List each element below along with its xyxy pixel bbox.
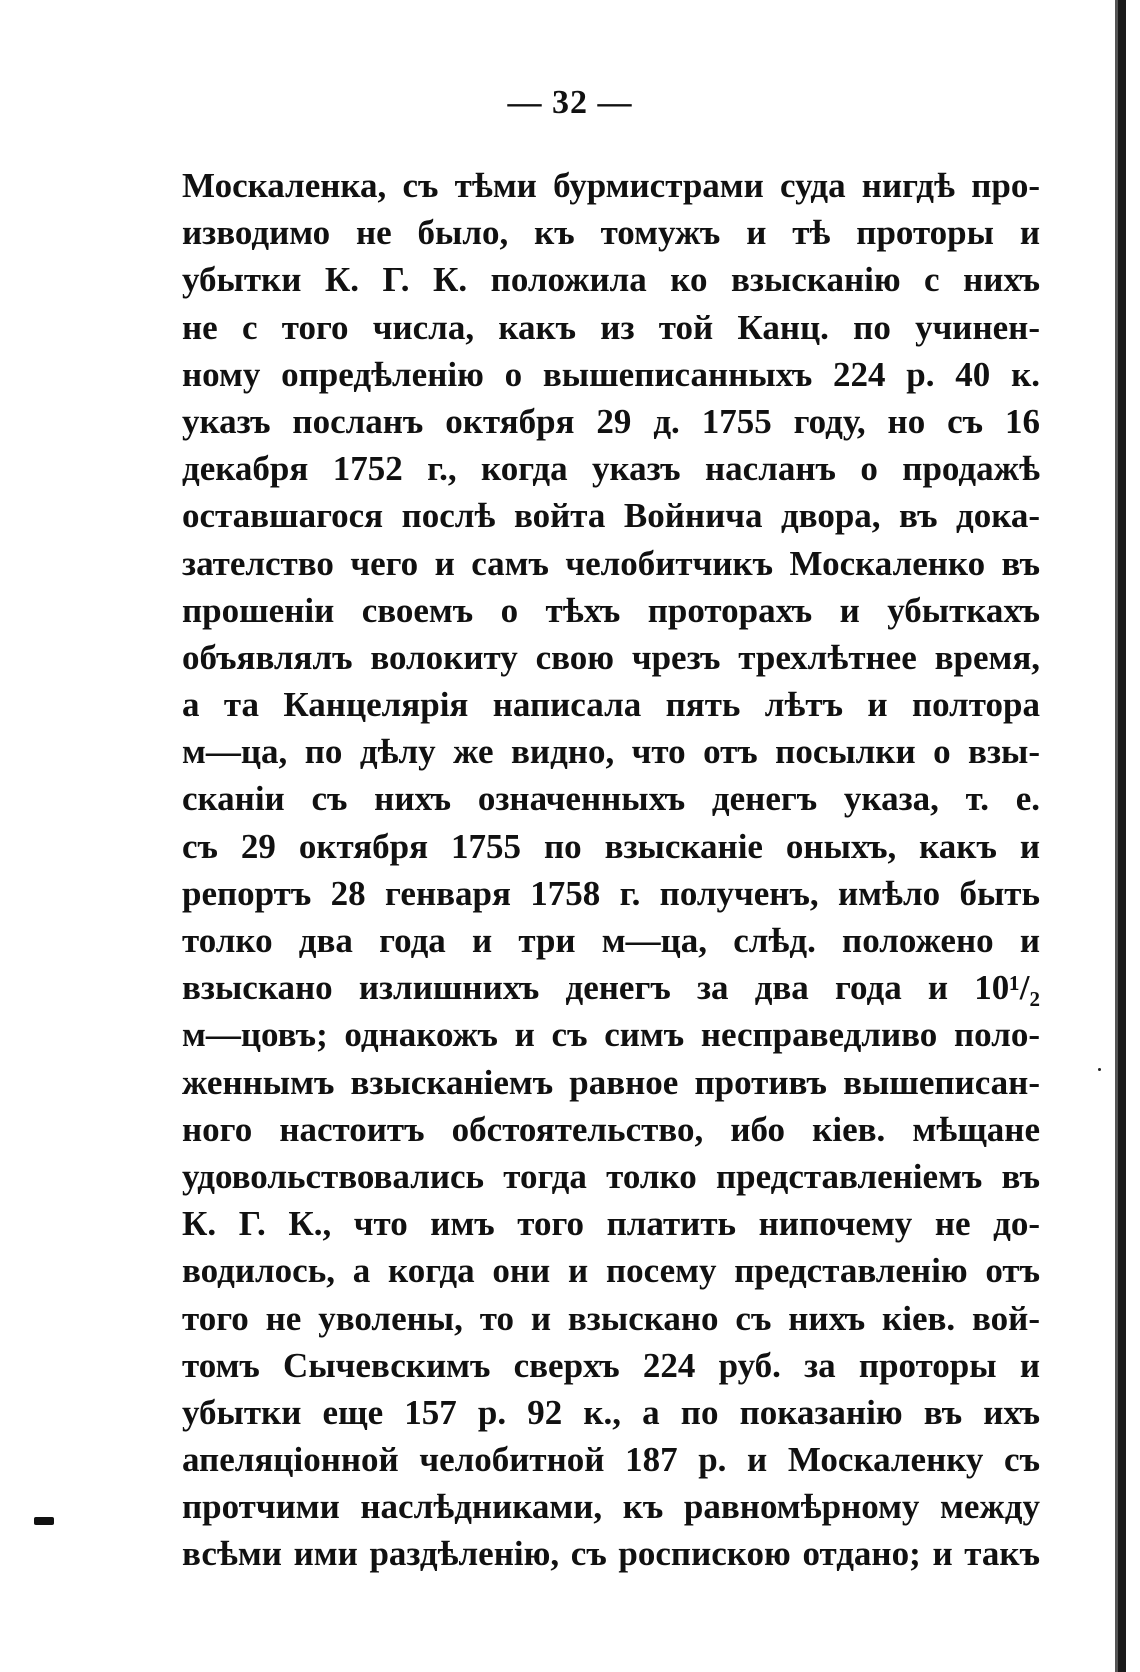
text-line: сканіи съ нихъ означенныхъ денегъ указа, т. е. xyxy=(182,779,1040,819)
text-line: репортъ 28 генваря 1758 г. полученъ, имѣло быть xyxy=(182,873,1040,913)
page-number: — 32 — xyxy=(507,84,633,121)
text-line: всѣми ими раздѣленію, съ роспискою отдано; и такъ xyxy=(182,1534,1040,1574)
text-line: м—цовъ; однакожъ и съ симъ несправедливо поло- xyxy=(182,1015,1040,1055)
text-line: женнымъ взысканіемъ равное противъ вышеписан- xyxy=(182,1062,1040,1102)
text-line: толко два года и три м—ца, слѣд. положено и xyxy=(182,921,1040,960)
text-line: протчими наслѣдниками, къ равномѣрному между xyxy=(182,1487,1040,1527)
text-line: м—ца, по дѣлу же видно, что отъ посылки о взы- xyxy=(182,732,1040,772)
text-line: ному опредѣленію о вышеписанныхъ 224 р. 40 к. xyxy=(182,354,1040,394)
text-line: изводимо не было, къ томужъ и тѣ проторы и xyxy=(182,213,1040,253)
text-line: не с того числа, какъ из той Канц. по учинен- xyxy=(182,307,1040,347)
text-line: апеляціонной челобитной 187 р. и Москаленку съ xyxy=(182,1440,1040,1480)
text-line: декабря 1752 г., когда указъ насланъ о продажѣ xyxy=(182,449,1040,489)
body-text xyxy=(182,162,1040,1578)
text-line: оставшагося послѣ войта Войнича двора, въ дока- xyxy=(182,496,1040,536)
text-line: съ 29 октября 1755 по взысканіе оныхъ, какъ и xyxy=(182,826,1040,866)
page-edge-rule xyxy=(1118,0,1126,1672)
text-line: а та Канцелярія написала пять лѣтъ и полтора xyxy=(182,685,1040,725)
text-line: водилось, а когда они и посему представленію отъ xyxy=(182,1251,1040,1291)
text-line: прошеніи своемъ о тѣхъ проторахъ и убыткахъ xyxy=(182,590,1040,630)
text-line: того не уволены, то и взыскано съ нихъ кіев. вой- xyxy=(182,1298,1040,1338)
margin-mark xyxy=(34,1517,54,1525)
text-line: взыскано излишнихъ денегъ за два года и 10¹/₂ xyxy=(182,968,1040,1008)
text-line: Москаленка, съ тѣми бурмистрами суда нигдѣ про- xyxy=(182,166,1040,205)
text-line: указъ посланъ октября 29 д. 1755 году, но съ 16 xyxy=(182,401,1040,441)
text-line: К. Г. К., что имъ того платить нипочему не до- xyxy=(182,1204,1040,1244)
text-line: зателство чего и самъ челобитчикъ Москаленко въ xyxy=(182,543,1040,583)
text-line: объявлялъ волокиту свою чрезъ трехлѣтнее время, xyxy=(182,637,1040,677)
text-line: ного настоитъ обстоятельство, ибо кіев. мѣщане xyxy=(182,1109,1040,1149)
print-speck xyxy=(1098,1068,1101,1071)
text-line: убытки еще 157 р. 92 к., а по показанію въ ихъ xyxy=(182,1392,1040,1432)
text-line: томъ Сычевскимъ сверхъ 224 руб. за проторы и xyxy=(182,1345,1040,1385)
text-line: убытки К. Г. К. положила ко взысканію с нихъ xyxy=(182,260,1040,300)
text-line: удовольствовались тогда толко представленіемъ въ xyxy=(182,1156,1040,1196)
